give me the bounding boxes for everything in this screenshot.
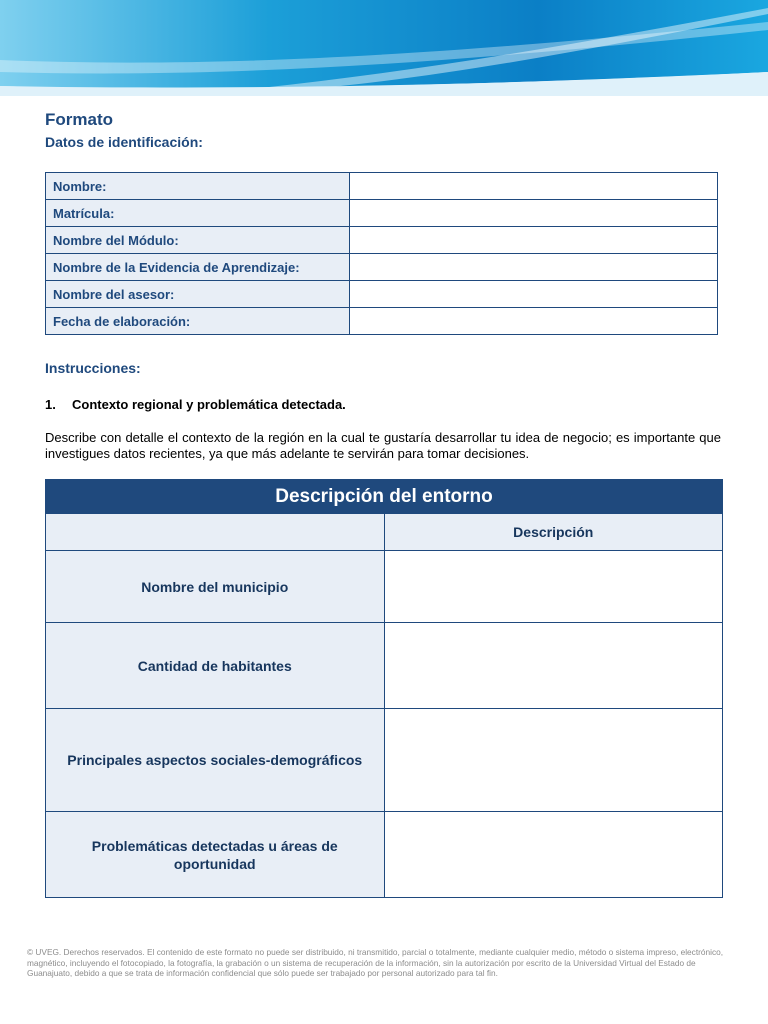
row-label-evidencia: Nombre de la Evidencia de Aprendizaje: <box>46 254 350 281</box>
fecha-field[interactable] <box>350 308 718 335</box>
evidencia-field[interactable] <box>350 254 718 281</box>
municipio-field[interactable] <box>384 551 723 623</box>
table-row <box>46 308 718 335</box>
row-label-fecha: Fecha de elaboración: <box>46 308 350 335</box>
table-row <box>46 227 718 254</box>
instruction-description: Describe con detalle el contexto de la región en la cual te gustaría desarrollar tu idea de negocio; es importante que investigues datos recientes, ya que más adelante te servirán para tomar decisiones. <box>45 430 721 461</box>
asesor-field[interactable] <box>350 281 718 308</box>
table-title: Descripción del entorno <box>46 480 723 514</box>
row-label-habitantes: Cantidad de habitantes <box>46 623 385 709</box>
empty-header-cell <box>46 514 385 551</box>
table-row <box>46 254 718 281</box>
column-header-row <box>46 514 723 551</box>
table-row <box>46 173 718 200</box>
row-label-modulo: Nombre del Módulo: <box>46 227 350 254</box>
instruction-item <box>45 397 346 412</box>
identification-table <box>45 172 718 335</box>
copyright-footer: © UVEG. Derechos reservados. El contenido de este formato no puede ser distribuido, ni transmitido, parcial o totalmente, mediante cualquier medio, método o sistema impreso, electrónico, magnético, incluyendo el fotocopiado, la fotografía, la grabación o un sistema de recuperación de la información, sin la autorización por escrito de la Universidad Virtual del Estado de Guanajuato, debido a que se trata de información confidencial que sólo puede ser trabajado por personal autorizado para tal fin. <box>27 947 724 978</box>
table-row <box>46 812 723 898</box>
table-row <box>46 623 723 709</box>
row-label-aspectos: Principales aspectos sociales-demográficos <box>46 709 385 812</box>
row-label-asesor: Nombre del asesor: <box>46 281 350 308</box>
item-title: Contexto regional y problemática detectada. <box>72 397 346 412</box>
table-row <box>46 281 718 308</box>
section-subtitle: Datos de identificación: <box>45 134 203 150</box>
header-banner <box>0 0 768 96</box>
row-label-problematicas: Problemáticas detectadas u áreas de oportunidad <box>46 812 385 898</box>
environment-table <box>45 479 723 898</box>
habitantes-field[interactable] <box>384 623 723 709</box>
column-header-descripcion: Descripción <box>384 514 723 551</box>
table-row <box>46 551 723 623</box>
instructions-heading: Instrucciones: <box>45 360 141 376</box>
row-label-municipio: Nombre del municipio <box>46 551 385 623</box>
problematicas-field[interactable] <box>384 812 723 898</box>
nombre-field[interactable] <box>350 173 718 200</box>
table-header-row <box>46 480 723 514</box>
matricula-field[interactable] <box>350 200 718 227</box>
aspectos-field[interactable] <box>384 709 723 812</box>
table-row <box>46 709 723 812</box>
page-title: Formato <box>45 110 113 129</box>
row-label-matricula: Matrícula: <box>46 200 350 227</box>
banner-graphic <box>0 0 768 96</box>
modulo-field[interactable] <box>350 227 718 254</box>
table-row <box>46 200 718 227</box>
item-number: 1. <box>45 397 56 412</box>
row-label-nombre: Nombre: <box>46 173 350 200</box>
